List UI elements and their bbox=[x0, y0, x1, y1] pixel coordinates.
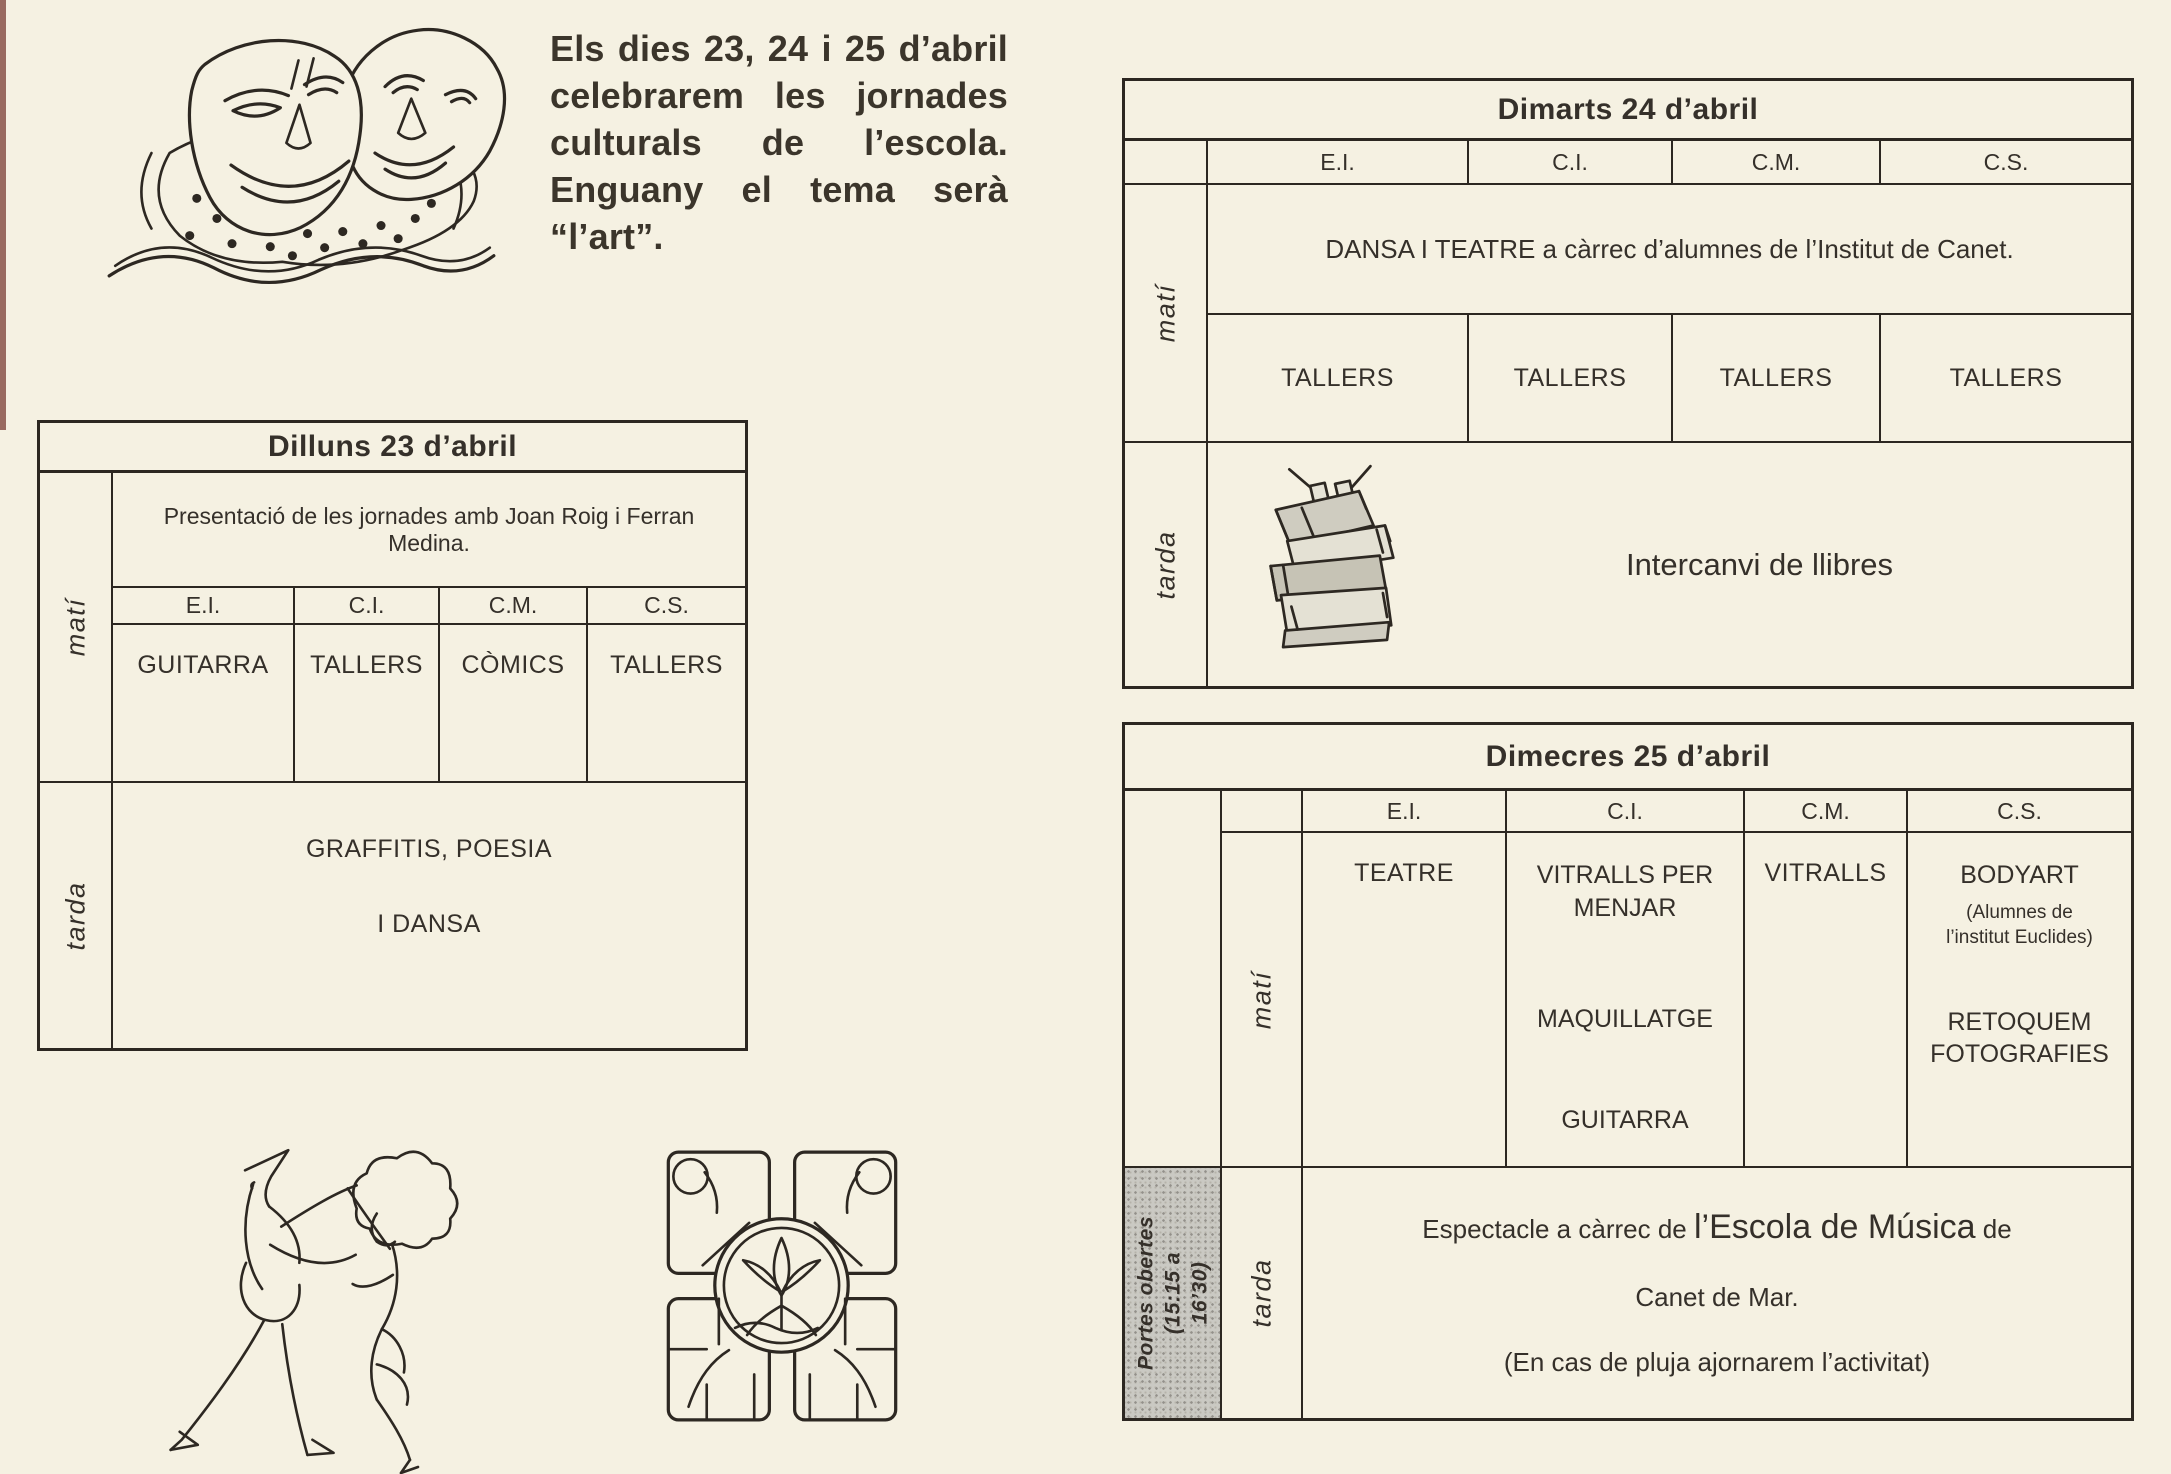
row-label-afternoon bbox=[40, 783, 113, 1048]
intro-text: Els dies 23, 24 i 25 d’abril celebrarem les jornades culturals de l’escola. Enguany el tema serà “l’art”. bbox=[550, 28, 1008, 257]
row-label-morning bbox=[1222, 833, 1303, 1168]
row-label-morning bbox=[40, 473, 113, 783]
column-header-cm: C.M. bbox=[1745, 791, 1908, 833]
column-header-cs: C.S. bbox=[1908, 791, 2131, 833]
activity-line: GUITARRA bbox=[1561, 1106, 1689, 1134]
activity-line: BODYART bbox=[1960, 861, 2079, 889]
column-header-ei: E.I. bbox=[1208, 141, 1469, 185]
row-label-afternoon bbox=[1125, 443, 1208, 686]
afternoon-label: tarda bbox=[1150, 529, 1180, 600]
activity-cell: TALLERS bbox=[295, 625, 440, 783]
afternoon-label: tarda bbox=[1246, 1258, 1276, 1328]
activity-cell: TALLERS bbox=[588, 625, 745, 783]
morning-label: matí bbox=[1150, 283, 1180, 343]
afternoon-activities bbox=[1208, 443, 2131, 686]
row-label-morning bbox=[1125, 185, 1208, 443]
stained-glass-icon bbox=[658, 1142, 906, 1430]
table-dimecres bbox=[1122, 722, 2134, 1421]
activity-cell: TALLERS bbox=[1208, 315, 1469, 443]
column-header-ci: C.I. bbox=[295, 588, 440, 625]
afternoon-line: Espectacle a càrrec de l’Escola de Música de bbox=[1422, 1208, 2012, 1247]
column-header-cs: C.S. bbox=[588, 588, 745, 625]
column-header-ci: C.I. bbox=[1469, 141, 1673, 185]
column-header-ci: C.I. bbox=[1507, 791, 1745, 833]
table-dilluns bbox=[37, 420, 748, 1051]
presentation-note: Presentació de les jornades amb Joan Roig i Ferran Medina. bbox=[113, 473, 745, 588]
column-header-cm: C.M. bbox=[1673, 141, 1881, 185]
morning-label: matí bbox=[1246, 970, 1276, 1029]
afternoon-line: Canet de Mar. bbox=[1635, 1281, 1799, 1312]
corner-cell bbox=[1222, 791, 1303, 833]
open-doors-label: Portes obertes (15:15 a 16’30) bbox=[1134, 1215, 1211, 1371]
activity-line: VITRALLS PER MENJAR bbox=[1536, 861, 1714, 922]
activity-cell bbox=[1507, 833, 1745, 1168]
outer-spacer-cell bbox=[1125, 791, 1222, 1168]
activity-cell: TALLERS bbox=[1881, 315, 2131, 443]
dancing-couple-icon bbox=[148, 1112, 503, 1474]
afternoon-line: (En cas de pluja ajornarem l’activitat) bbox=[1503, 1346, 1931, 1377]
table-dimarts bbox=[1122, 78, 2134, 689]
afternoon-activity: Intercanvi de llibres bbox=[1625, 546, 1894, 582]
corner-cell bbox=[1125, 141, 1208, 185]
music-school-name: l’Escola de Música bbox=[1693, 1208, 1976, 1247]
activity-cell: TALLERS bbox=[1469, 315, 1673, 443]
morning-label: matí bbox=[60, 597, 90, 657]
activity-subnote: (Alumnes de l’institut Euclides) bbox=[1946, 902, 2093, 948]
afternoon-label: tarda bbox=[60, 880, 90, 951]
table-title-dimecres: Dimecres 25 d’abril bbox=[1125, 725, 2131, 791]
activity-cell: TEATRE bbox=[1303, 833, 1507, 1168]
table-title-dimarts: Dimarts 24 d’abril bbox=[1125, 81, 2131, 141]
row-label-afternoon bbox=[1222, 1168, 1303, 1418]
afternoon-activities bbox=[1303, 1168, 2131, 1418]
activity-cell: VITRALLS bbox=[1745, 833, 1908, 1168]
activity-cell: GUITARRA bbox=[113, 625, 295, 783]
column-header-cm: C.M. bbox=[440, 588, 588, 625]
scan-edge-artifact bbox=[0, 0, 6, 430]
activity-cell: CÒMICS bbox=[440, 625, 588, 783]
morning-note: DANSA I TEATRE a càrrec d’alumnes de l’Institut de Canet. bbox=[1208, 185, 2131, 315]
afternoon-activities bbox=[113, 783, 745, 1048]
activity-line: RETOQUEM FOTOGRAFIES bbox=[1930, 1008, 2109, 1068]
afternoon-line: I DANSA bbox=[377, 910, 481, 938]
activity-line: MAQUILLATGE bbox=[1537, 1005, 1713, 1033]
column-header-ei: E.I. bbox=[113, 588, 295, 625]
table-title-dilluns: Dilluns 23 d’abril bbox=[40, 423, 745, 473]
books-icon bbox=[1228, 461, 1438, 669]
activity-cell: TALLERS bbox=[1673, 315, 1881, 443]
column-header-ei: E.I. bbox=[1303, 791, 1507, 833]
theatre-masks-icon bbox=[90, 2, 515, 294]
afternoon-line: GRAFFITIS, POESIA bbox=[305, 835, 553, 863]
open-doors-cell bbox=[1125, 1168, 1222, 1418]
column-header-cs: C.S. bbox=[1881, 141, 2131, 185]
activity-cell bbox=[1908, 833, 2131, 1168]
